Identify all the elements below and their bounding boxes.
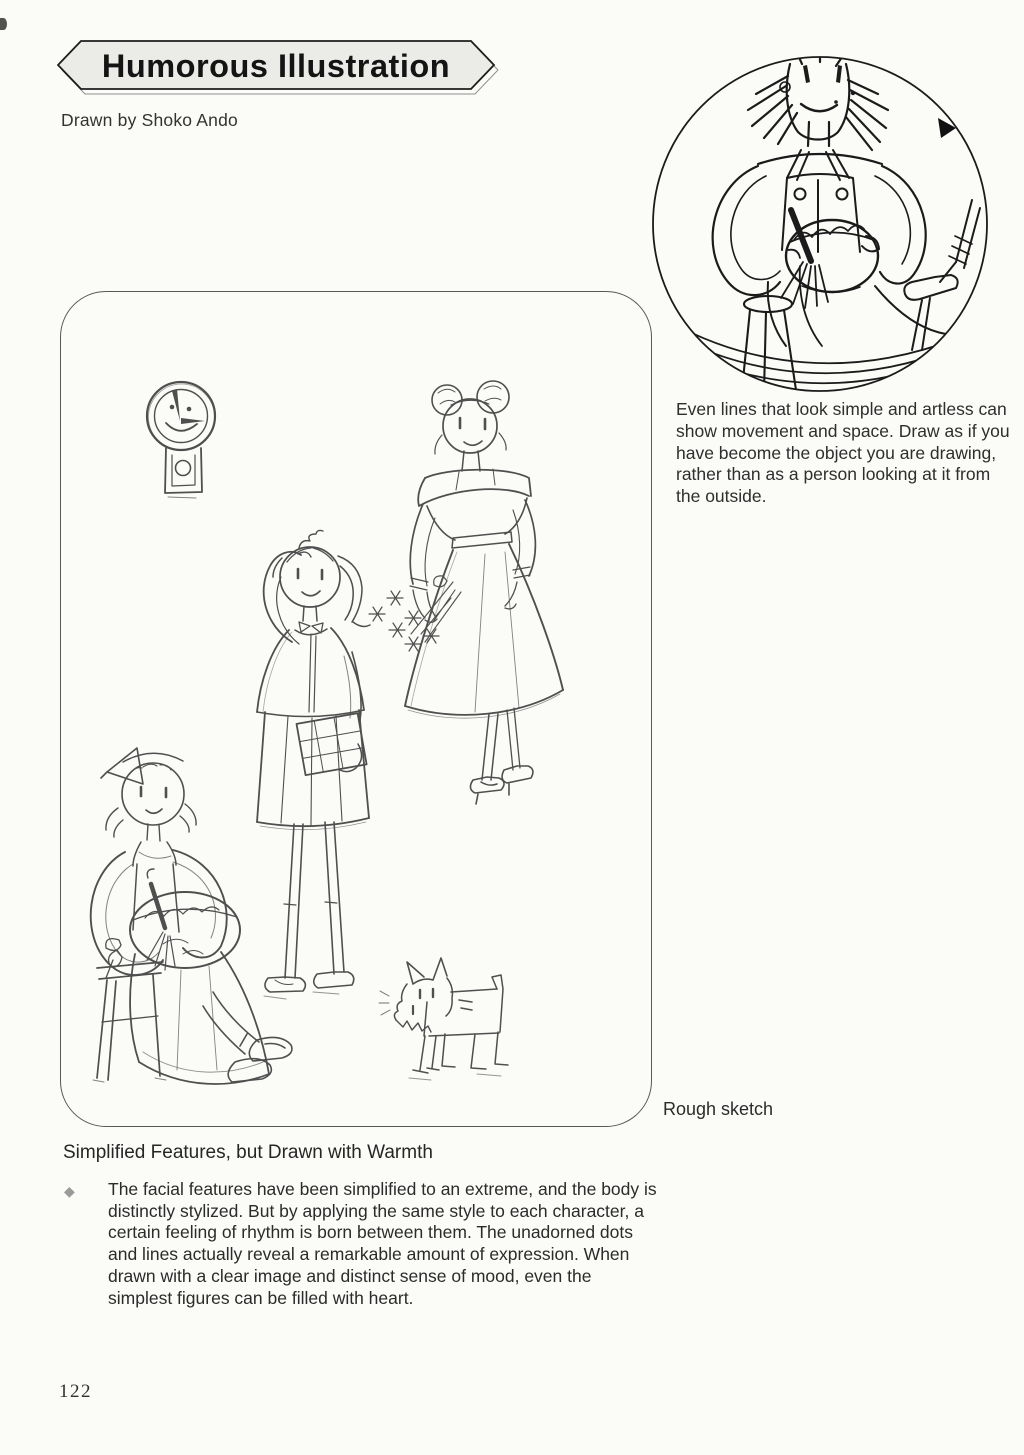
smiling-clock-sketch bbox=[147, 382, 215, 498]
flag-mark bbox=[938, 118, 956, 138]
hero-caption: Even lines that look simple and artless can show movement and space. Draw as if you have become the object you are drawing, rather than as a person looking at it from the outside. bbox=[676, 399, 1010, 507]
chair-leg bbox=[904, 200, 980, 350]
section-body: The facial features have been simplified to an extreme, and the body is distinctly stylized. But by applying the same style to each character, a certain feeling of rhythm is born between them. The unadorned dots and lines actually reveal a remarkable amount of expression. When drawn with a clear image and distinct sense of mood, even the simplest figures can be filled with heart. bbox=[108, 1179, 657, 1308]
rough-sketch-caption: Rough sketch bbox=[663, 1099, 774, 1119]
byline: Drawn by Shoko Ando bbox=[61, 110, 238, 130]
stool-sketch bbox=[93, 962, 166, 1082]
page-number: 122 bbox=[59, 1381, 92, 1402]
seated-woman-mixing-sketch bbox=[91, 748, 292, 1084]
diamond-bullet-icon: ◆ bbox=[64, 1183, 75, 1199]
title-banner bbox=[57, 38, 501, 98]
rough-sketch-panel bbox=[60, 291, 652, 1127]
cooking-woman-figure bbox=[660, 54, 980, 393]
circle-frame bbox=[653, 57, 987, 391]
cooking-woman-circle-illustration bbox=[650, 54, 990, 394]
woman-with-bouquet-sketch bbox=[369, 381, 563, 804]
page-title: Humorous Illustration bbox=[101, 48, 451, 84]
scan-artifact bbox=[0, 18, 7, 30]
girl-with-book-sketch bbox=[257, 530, 370, 999]
section-heading: Simplified Features, but Drawn with Warmth bbox=[63, 1142, 433, 1163]
dog-sketch bbox=[379, 958, 508, 1080]
